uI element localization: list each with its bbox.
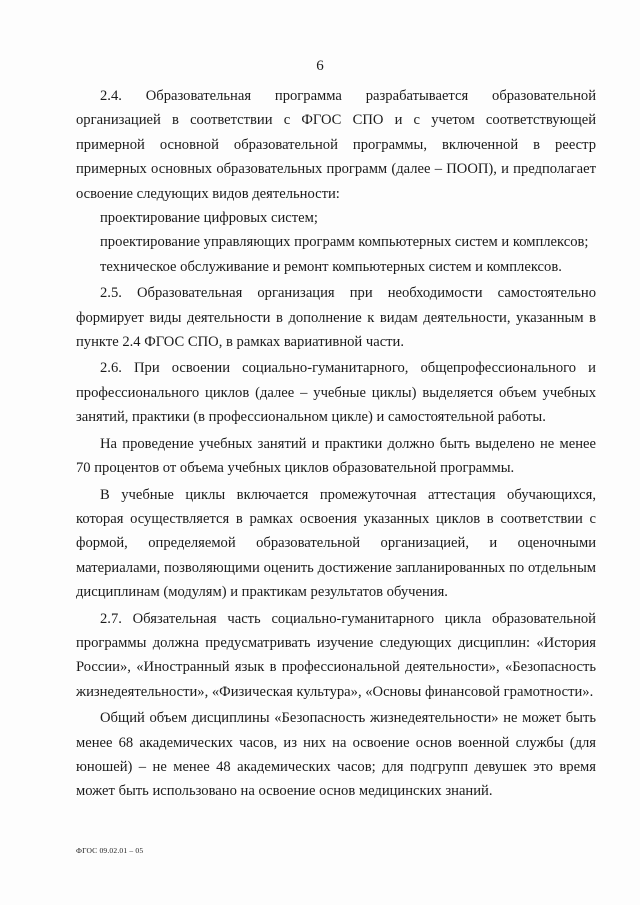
paragraph-practice-share: На проведение учебных занятий и практики должно быть выделено не менее 70 процентов от объема учебных циклов образовательной программы. <box>76 435 596 477</box>
paragraph-2-5: 2.5. Образовательная организация при необходимости самостоятельно формирует виды деятельности в дополнение к видам деятельности, указанным в пункте 2.4 ФГОС СПО, в рамках вариативной части. <box>76 285 596 351</box>
paragraph-2-4: 2.4. Образовательная программа разрабатывается образовательной организацией в соответствии с ФГОС СПО и с учетом соответствующей примерной основной образовательной программы, включенной в реестр примерных основных образовательных программ (далее – ПООП), и предполагает освоение следующих видов деятельности: <box>76 88 596 202</box>
page-number: 6 <box>316 58 324 74</box>
paragraph-attestation: В учебные циклы включается промежуточная аттестация обучающихся, которая осуществляется в рамках освоения указанных циклов в соответствии с формой, определяемой образовательной организацией, и оценочными материалами, позволяющими оценить достижение запланированных по отдельным дисциплинам (модулям) и практикам результатов обучения. <box>76 486 596 601</box>
list-item: проектирование цифровых систем; <box>100 210 318 227</box>
document-body <box>76 84 596 804</box>
list-item: проектирование управляющих программ компьютерных систем и комплексов; <box>100 234 589 251</box>
paragraph-2-6: 2.6. При освоении социально-гуманитарного, общепрофессионального и профессионального циклов (далее – учебные циклы) выделяется объем учебных занятий, практики (в профессиональном цикле) и самостоятельной работы. <box>76 360 596 426</box>
paragraph-life-safety: Общий объем дисциплины «Безопасность жизнедеятельности» не может быть менее 68 академических часов, из них на освоение основ военной службы (для юношей) – не менее 48 академических часов; для подгрупп девушек это время может быть использовано на освоение основ медицинских знаний. <box>76 710 596 800</box>
list-item: техническое обслуживание и ремонт компьютерных систем и комплексов. <box>100 258 562 275</box>
paragraph-2-7: 2.7. Обязательная часть социально-гуманитарного цикла образовательной программы должна предусматривать изучение следующих дисциплин: «История России», «Иностранный язык в профессиональной деятельности», «Безопасность жизнедеятельности», «Физическая культура», «Основы финансовой грамотности». <box>76 610 596 700</box>
footer-standard-code: ФГОС 09.02.01 – 05 <box>76 846 144 855</box>
